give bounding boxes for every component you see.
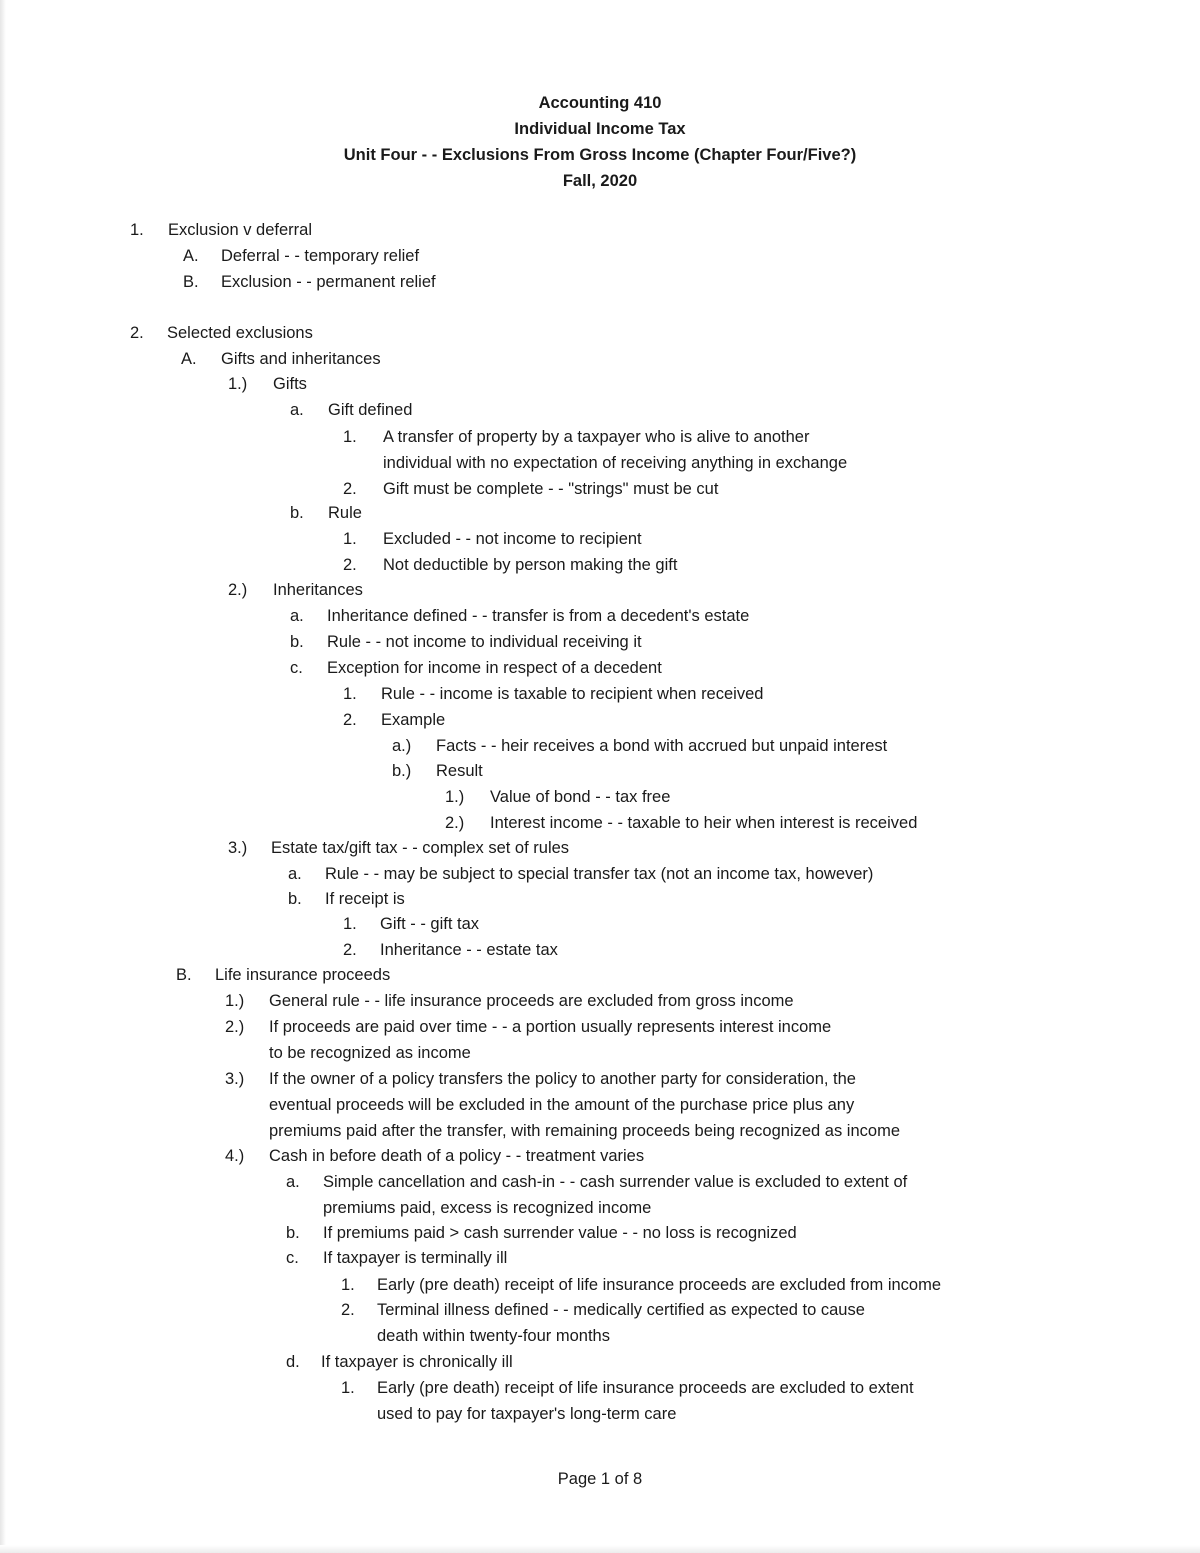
outline-marker: 2. [343, 941, 357, 959]
course-title: Accounting 410 [538, 94, 662, 112]
outline-marker: a. [286, 1173, 300, 1191]
outline-text: Not deductible by person making the gift [383, 556, 678, 574]
outline-marker: 2. [343, 711, 357, 729]
outline-text: Rule - - income is taxable to recipient when received [381, 685, 764, 703]
outline-text: If taxpayer is terminally ill [323, 1249, 508, 1267]
term-label: Fall, 2020 [562, 172, 638, 190]
outline-marker: 2.) [228, 581, 248, 599]
outline-marker: A. [183, 247, 199, 265]
scan-edge-shadow [0, 0, 6, 1553]
outline-marker: 2.) [445, 814, 465, 832]
outline-marker: 2. [130, 324, 144, 342]
outline-marker: 1.) [228, 375, 248, 393]
outline-text: Interest income - - taxable to heir when interest is received [490, 814, 918, 832]
outline-text: Exclusion - - permanent relief [221, 273, 436, 291]
outline-text: premiums paid, excess is recognized income [323, 1199, 652, 1217]
unit-title: Unit Four - - Exclusions From Gross Income (Chapter Four/Five?) [343, 146, 857, 164]
outline-marker: a. [290, 401, 304, 419]
outline-text: Gifts and inheritances [221, 350, 381, 368]
outline-marker: 1. [341, 1379, 355, 1397]
outline-text: If premiums paid > cash surrender value - - no loss is recognized [323, 1224, 797, 1242]
scan-bottom-shadow [0, 1545, 1200, 1553]
outline-text: If proceeds are paid over time - - a portion usually represents interest income [269, 1018, 832, 1036]
outline-marker: 1. [130, 221, 144, 239]
outline-marker: 2. [343, 480, 357, 498]
outline-text: Inheritance - - estate tax [380, 941, 558, 959]
outline-marker: 1. [343, 428, 357, 446]
outline-marker: b. [290, 504, 304, 522]
outline-marker: B. [176, 966, 192, 984]
outline-text: Rule - - not income to individual receiving it [327, 633, 642, 651]
outline-text: If the owner of a policy transfers the policy to another party for consideration, the [269, 1070, 856, 1088]
outline-marker: A. [181, 350, 197, 368]
outline-marker: d. [286, 1353, 300, 1371]
outline-marker: b. [286, 1224, 300, 1242]
outline-marker: c. [290, 659, 303, 677]
outline-text: Excluded - - not income to recipient [383, 530, 642, 548]
outline-text: Cash in before death of a policy - - treatment varies [269, 1147, 645, 1165]
outline-marker: 2. [341, 1301, 355, 1319]
outline-text: individual with no expectation of receiving anything in exchange [383, 454, 848, 472]
outline-text: Simple cancellation and cash-in - - cash surrender value is excluded to extent of [323, 1173, 908, 1191]
outline-marker: 1.) [445, 788, 465, 806]
outline-text: eventual proceeds will be excluded in the amount of the purchase price plus any [269, 1096, 855, 1114]
outline-text: used to pay for taxpayer's long-term care [377, 1405, 677, 1423]
outline-marker: 4.) [225, 1147, 245, 1165]
outline-marker: 1.) [225, 992, 245, 1010]
outline-text: General rule - - life insurance proceeds are excluded from gross income [269, 992, 794, 1010]
outline-marker: c. [286, 1249, 299, 1267]
outline-text: If receipt is [325, 890, 405, 908]
page-number: Page 1 of 8 [557, 1470, 643, 1488]
outline-text: Terminal illness defined - - medically certified as expected to cause [377, 1301, 865, 1319]
outline-text: Gift defined [328, 401, 413, 419]
outline-marker: a. [288, 865, 302, 883]
outline-text: Rule [328, 504, 362, 522]
outline-marker: 2. [343, 556, 357, 574]
outline-text: Early (pre death) receipt of life insurance proceeds are excluded from income [377, 1276, 942, 1294]
outline-marker: 1. [343, 915, 357, 933]
outline-text: Result [436, 762, 483, 780]
outline-text: to be recognized as income [269, 1044, 471, 1062]
outline-text: If taxpayer is chronically ill [321, 1353, 513, 1371]
course-subject: Individual Income Tax [514, 120, 686, 138]
outline-text: Early (pre death) receipt of life insurance proceeds are excluded to extent [377, 1379, 914, 1397]
outline-text: Facts - - heir receives a bond with accrued but unpaid interest [436, 737, 888, 755]
outline-text: Example [381, 711, 446, 729]
outline-text: Gifts [273, 375, 307, 393]
outline-marker: b.) [392, 762, 412, 780]
outline-text: Rule - - may be subject to special transfer tax (not an income tax, however) [325, 865, 874, 883]
outline-marker: b. [290, 633, 304, 651]
outline-text: Exception for income in respect of a decedent [327, 659, 662, 677]
outline-text: A transfer of property by a taxpayer who is alive to another [383, 428, 810, 446]
outline-marker: 1. [343, 530, 357, 548]
outline-text: Gift - - gift tax [380, 915, 480, 933]
outline-text: Deferral - - temporary relief [221, 247, 420, 265]
outline-text: Gift must be complete - - "strings" must be cut [383, 480, 719, 498]
outline-marker: 1. [341, 1276, 355, 1294]
outline-text: Estate tax/gift tax - - complex set of rules [271, 839, 570, 857]
outline-text: death within twenty-four months [377, 1327, 610, 1345]
outline-marker: 1. [343, 685, 357, 703]
outline-text: Selected exclusions [167, 324, 313, 342]
outline-marker: 3.) [225, 1070, 245, 1088]
outline-text: Inheritance defined - - transfer is from a decedent's estate [327, 607, 750, 625]
outline-marker: a. [290, 607, 304, 625]
outline-marker: b. [288, 890, 302, 908]
outline-text: Value of bond - - tax free [490, 788, 671, 806]
outline-marker: 3.) [228, 839, 248, 857]
outline-marker: 2.) [225, 1018, 245, 1036]
outline-text: premiums paid after the transfer, with remaining proceeds being recognized as income [269, 1122, 900, 1140]
outline-text: Inheritances [273, 581, 363, 599]
outline-text: Exclusion v deferral [168, 221, 312, 239]
outline-marker: B. [183, 273, 199, 291]
outline-marker: a.) [392, 737, 412, 755]
outline-text: Life insurance proceeds [215, 966, 391, 984]
